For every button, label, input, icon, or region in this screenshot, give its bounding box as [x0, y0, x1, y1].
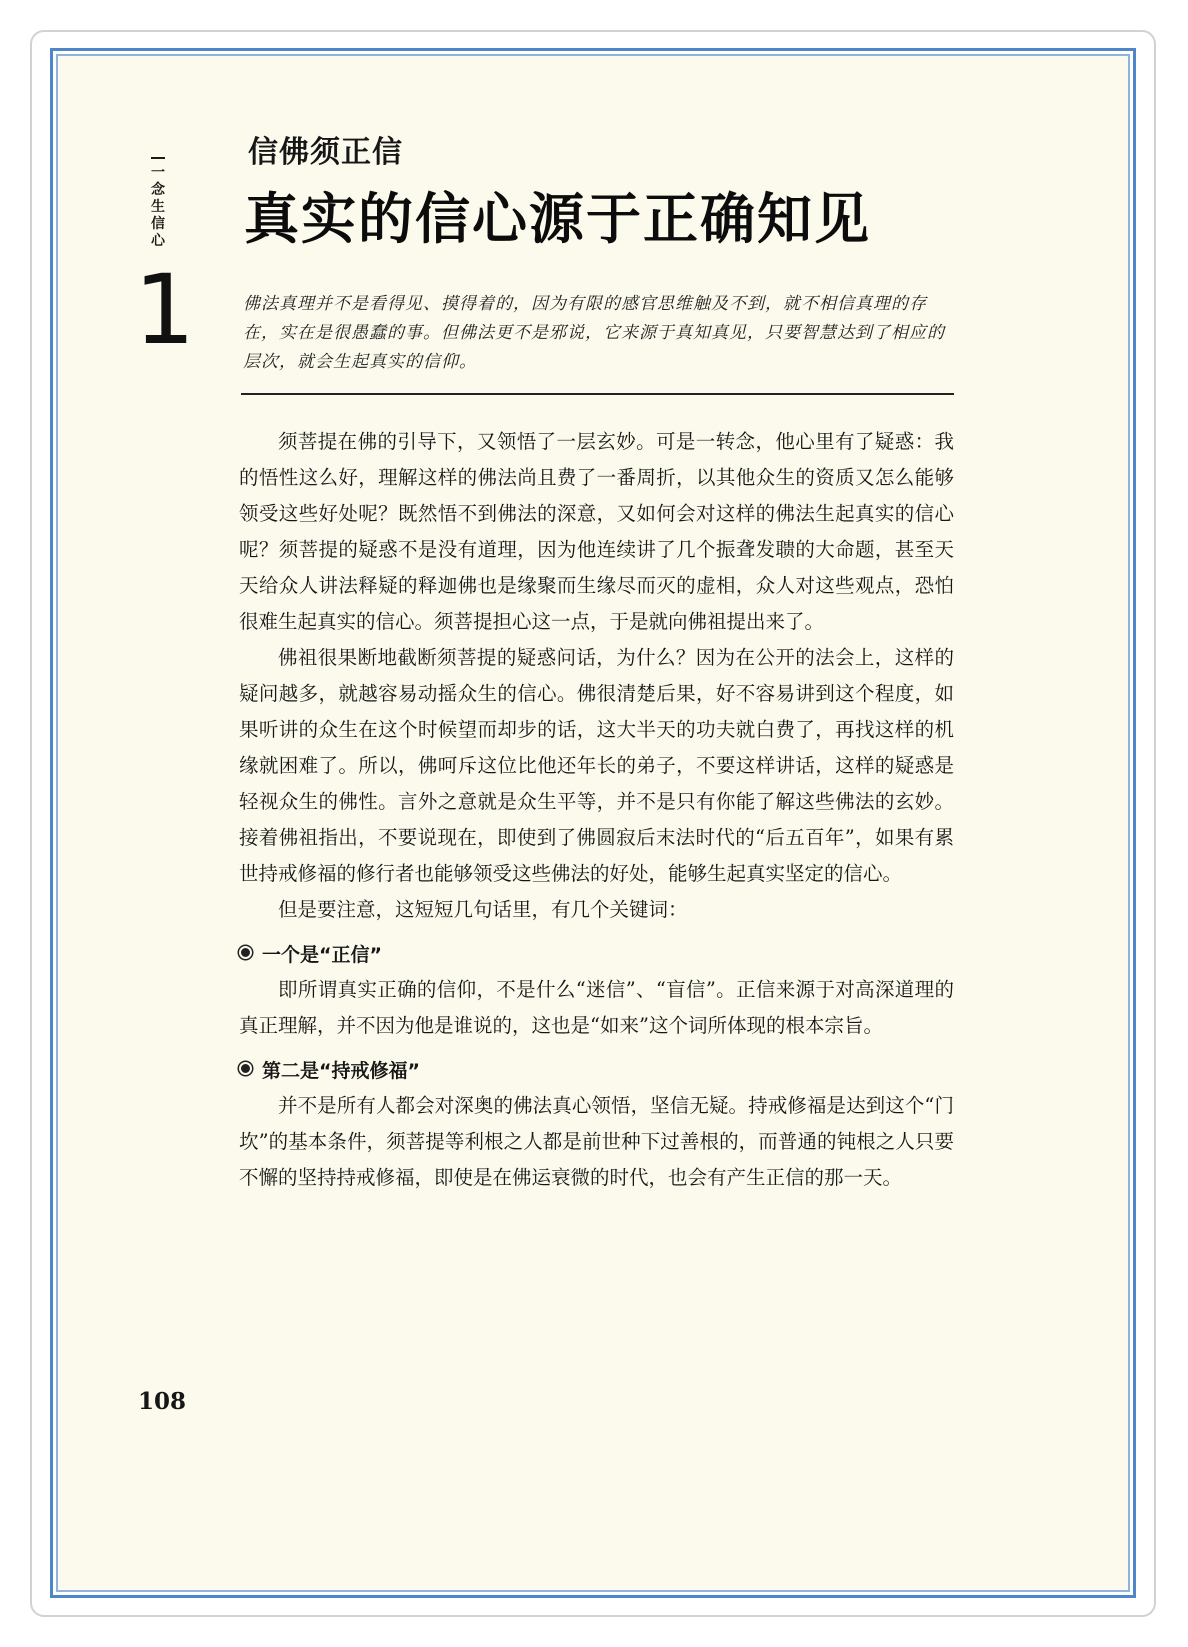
body-text	[239, 424, 954, 1196]
side-section-label	[147, 157, 169, 250]
divider-rule	[241, 393, 954, 395]
abstract-text: 佛法真理并不是看得见、摸得着的，因为有限的感官思维触及不到，就不相信真理的存在，实在是很愚蠢的事。但佛法更不是邪说，它来源于真知真见，只要智慧达到了相应的层次，就会生起真实的信仰。	[243, 294, 945, 372]
section-paragraph: 并不是所有人都会对深奥的佛法真心领悟，坚信无疑。持戒修福是达到这个“门坎”的基本条件，须菩提等利根之人都是前世种下过善根的，而普通的钝根之人只要不懈的坚持持戒修福，即使是在佛运衰微的时代，也会有产生正信的那一天。	[239, 1094, 954, 1189]
section-heading-2	[239, 1054, 954, 1088]
section-heading-text: 一个是“正信”	[262, 944, 382, 966]
chapter-number: 1	[134, 254, 196, 366]
side-label-dash	[151, 157, 165, 159]
bullet-icon	[239, 946, 252, 959]
section-subtitle: 信佛须正信	[248, 135, 403, 170]
side-label-text	[147, 165, 169, 250]
side-label-char: 一	[151, 165, 165, 181]
side-label-char: 心	[151, 233, 165, 249]
paragraph: 须菩提在佛的引导下，又领悟了一层玄妙。可是一转念，他心里有了疑惑：我的悟性这么好，理解这样的佛法尚且费了一番周折，以其他众生的资质又怎么能够领受这些好处呢？既然悟不到佛法的深意，又如何会对这样的佛法生起真实的信心呢？须菩提的疑惑不是没有道理，因为他连续讲了几个振聋发聩的大命题，甚至天天给众人讲法释疑的释迦佛也是缘聚而生缘尽而灭的虚相，众人对这些观点，恐怕很难生起真实的信心。须菩提担心这一点，于是就向佛祖提出来了。	[239, 430, 954, 633]
side-label-char: 生	[151, 199, 165, 215]
section-heading-text: 第二是“持戒修福”	[262, 1060, 420, 1082]
side-label-char: 信	[151, 216, 165, 232]
side-label-char: 念	[151, 182, 165, 198]
section-paragraph: 即所谓真实正确的信仰，不是什么“迷信”、“盲信”。正信来源于对高深道理的真正理解，并不因为他是谁说的，这也是“如来”这个词所体现的根本宗旨。	[239, 978, 954, 1037]
paragraph: 佛祖很果断地截断须菩提的疑惑问话，为什么？因为在公开的法会上，这样的疑问越多，就越容易动摇众生的信心。佛很清楚后果，好不容易讲到这个程度，如果听讲的众生在这个时候望而却步的话，这大半天的功夫就白费了，再找这样的机缘就困难了。所以，佛呵斥这位比他还年长的弟子，不要这样讲话，这样的疑惑是轻视众生的佛性。言外之意就是众生平等，并不是只有你能了解这些佛法的玄妙。接着佛祖指出，不要说现在，即使到了佛圆寂后末法时代的“后五百年”，如果有累世持戒修福的修行者也能够领受这些佛法的好处，能够生起真实坚定的信心。	[239, 646, 954, 885]
page-number: 108	[138, 1388, 187, 1415]
section-heading-1	[239, 938, 954, 972]
paragraph: 但是要注意，这短短几句话里，有几个关键词：	[278, 898, 688, 921]
bullet-icon	[239, 1062, 252, 1075]
page-title: 真实的信心源于正确知见	[244, 187, 872, 251]
